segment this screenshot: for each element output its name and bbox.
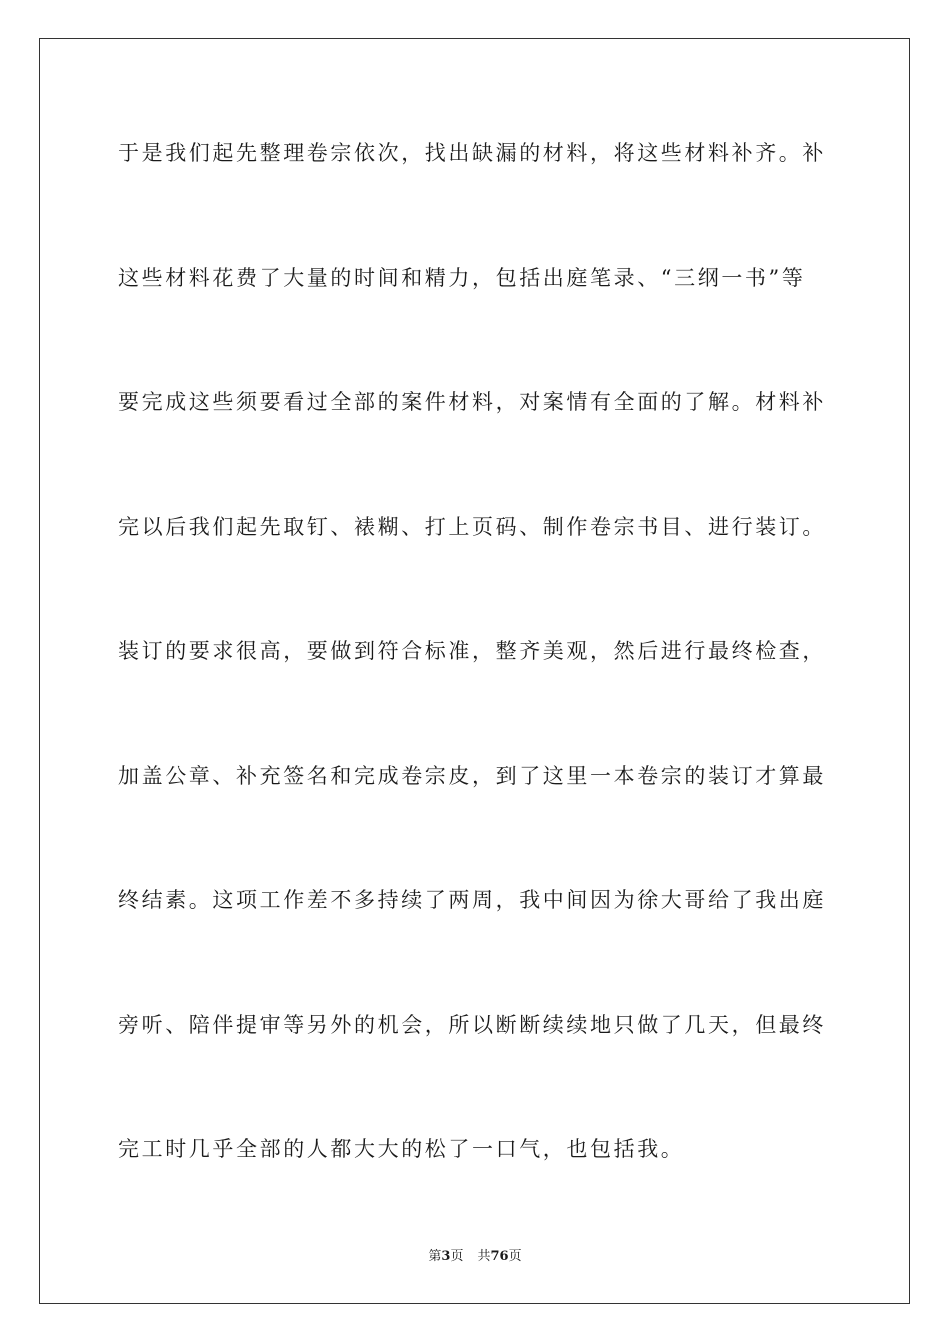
text-line: 这些材料花费了大量的时间和精力，包括出庭笔录、“三纲一书”等 (118, 265, 806, 290)
text-line: 完以后我们起先取钉、裱糊、打上页码、制作卷宗书目、进行装订。 (118, 514, 826, 539)
page-label-suffix: 页 (450, 1249, 464, 1264)
text-line: 终结素。这项工作差不多持续了两周，我中间因为徐大哥给了我出庭 (118, 888, 826, 912)
text-line: 要完成这些须要看过全部的案件材料，对案情有全面的了解。材料补 (118, 390, 826, 414)
text-line: 旁听、陪伴提审等另外的机会，所以断断续续地只做了几天，但最终 (118, 1012, 826, 1037)
total-label-prefix: 共 (477, 1249, 491, 1264)
text-line: 完工时几乎全部的人都大大的松了一口气，也包括我。 (118, 1137, 685, 1161)
text-line: 加盖公章、补充签名和完成卷宗皮，到了这里一本卷宗的装订才算最 (118, 763, 826, 788)
text-line: 于是我们起先整理卷宗依次，找出缺漏的材料，将这些材料补齐。补 (118, 141, 826, 165)
page-number: 3 (441, 1249, 451, 1264)
text-line: 装订的要求很高，要做到符合标准，整齐美观，然后进行最终检查， (118, 639, 826, 663)
document-body (118, 125, 838, 1246)
total-label-suffix: 页 (508, 1249, 522, 1264)
page-label-prefix: 第 (428, 1249, 442, 1264)
total-pages: 76 (490, 1249, 509, 1264)
page-footer (0, 1245, 950, 1264)
